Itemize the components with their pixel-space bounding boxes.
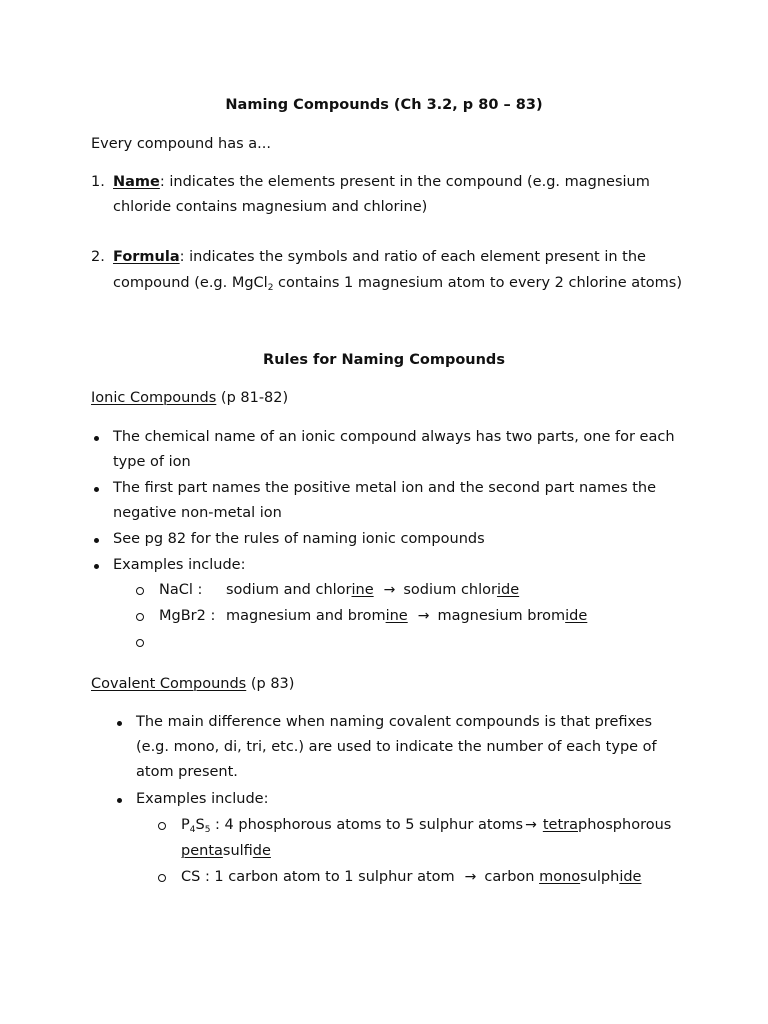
suffix-ide: ide [619,869,642,885]
bullet-icon [94,564,99,569]
example-to: sodium chlor [403,582,497,598]
ionic-bullet-2-line1: The first part names the positive metal ion and the second part names the [113,480,657,496]
bullet-icon [94,487,99,492]
example-to: magnesium brom [437,608,566,624]
list-item-2-number: 2. [91,249,105,265]
example-result: phosphorous [577,817,672,833]
formula-subscript: 2 [267,283,274,293]
example-desc: CS : 1 carbon atom to 1 sulphur atom [181,869,455,885]
list-item-2-line2 [113,271,682,296]
list-item-2-line1 [113,245,646,270]
list-item-2-term: Formula [113,249,180,265]
sub-bullet-icon [136,613,144,621]
bullet-icon [117,798,122,803]
element-symbol: P [181,817,190,833]
example-from-suffix: ine [385,608,408,624]
list-item-1-number: 1. [91,174,105,190]
formula-text-b: contains 1 magnesium atom to every 2 chlorine atoms) [273,275,683,291]
list-item-2-text: : indicates the symbols and ratio of each element present in the [179,249,646,265]
example-result: sulf [222,843,253,859]
sub-bullet-icon [158,874,166,882]
example-formula: NaCl : [159,582,203,598]
arrow-icon: → [383,582,396,598]
list-item-1-line1 [113,170,650,195]
sub-bullet-icon [136,639,144,647]
covalent-example-2 [181,865,641,890]
covalent-bullet-1-line1: The main difference when naming covalent compounds is that prefixes [136,714,653,730]
ionic-bullet-3: See pg 82 for the rules of naming ionic compounds [113,531,485,547]
prefix-mono: mono [539,869,581,885]
ionic-bullet-1-line2: type of ion [113,454,191,470]
example-formula: MgBr2 : [159,608,216,624]
ionic-bullet-1-line1: The chemical name of an ionic compound always has two parts, one for each [113,429,675,445]
ionic-example-1 [159,578,519,603]
covalent-bullet-1-line3: atom present. [136,764,238,780]
arrow-icon: → [464,869,477,885]
bullet-icon [94,538,99,543]
bullet-icon [117,721,122,726]
ionic-pages: (p 81-82) [216,390,289,406]
covalent-heading: Covalent Compounds [91,676,247,692]
example-to-suffix: ide [565,608,588,624]
covalent-pages: (p 83) [246,676,295,692]
example-from: magnesium and brom [226,608,386,624]
covalent-example-1-line1 [181,813,671,838]
ionic-heading-line [91,386,288,411]
ionic-example-2 [159,604,587,629]
ionic-bullet-4: Examples include: [113,557,246,573]
covalent-heading-line [91,672,294,697]
sub-bullet-icon [136,587,144,595]
list-item-1-term: Name [113,174,160,190]
sub-bullet-icon [158,822,166,830]
document-title: Naming Compounds (Ch 3.2, p 80 – 83) [225,97,543,113]
suffix-ide: ide [252,843,271,859]
formula-text-a: compound (e.g. MgCl [113,275,268,291]
prefix-penta: penta [181,843,223,859]
covalent-bullet-2: Examples include: [136,791,269,807]
arrow-icon: → [417,608,430,624]
example-from: sodium and chlor [226,582,352,598]
example-to-suffix: ide [496,582,520,598]
ionic-heading: Ionic Compounds [91,390,217,406]
list-item-1-line2: chloride contains magnesium and chlorine) [113,199,428,215]
example-desc: : 4 phosphorous atoms to 5 sulphur atoms [210,817,524,833]
example-from-suffix: ine [351,582,374,598]
rules-heading: Rules for Naming Compounds [263,352,505,368]
covalent-example-1-line2 [181,839,271,864]
prefix-tetra: tetra [542,817,578,833]
list-item-1-text: : indicates the elements present in the compound (e.g. magnesium [159,174,650,190]
element-subscript: 5 [204,825,211,835]
bullet-icon [94,436,99,441]
element-subscript: 4 [189,825,196,835]
covalent-bullet-1-line2: (e.g. mono, di, tri, etc.) are used to indicate the number of each type of [136,739,657,755]
element-symbol: S [195,817,205,833]
example-result: carbon [484,869,540,885]
example-result: sulph [580,869,620,885]
ionic-bullet-2-line2: negative non-metal ion [113,505,282,521]
intro-text: Every compound has a... [91,136,272,152]
arrow-icon: → [525,817,537,833]
